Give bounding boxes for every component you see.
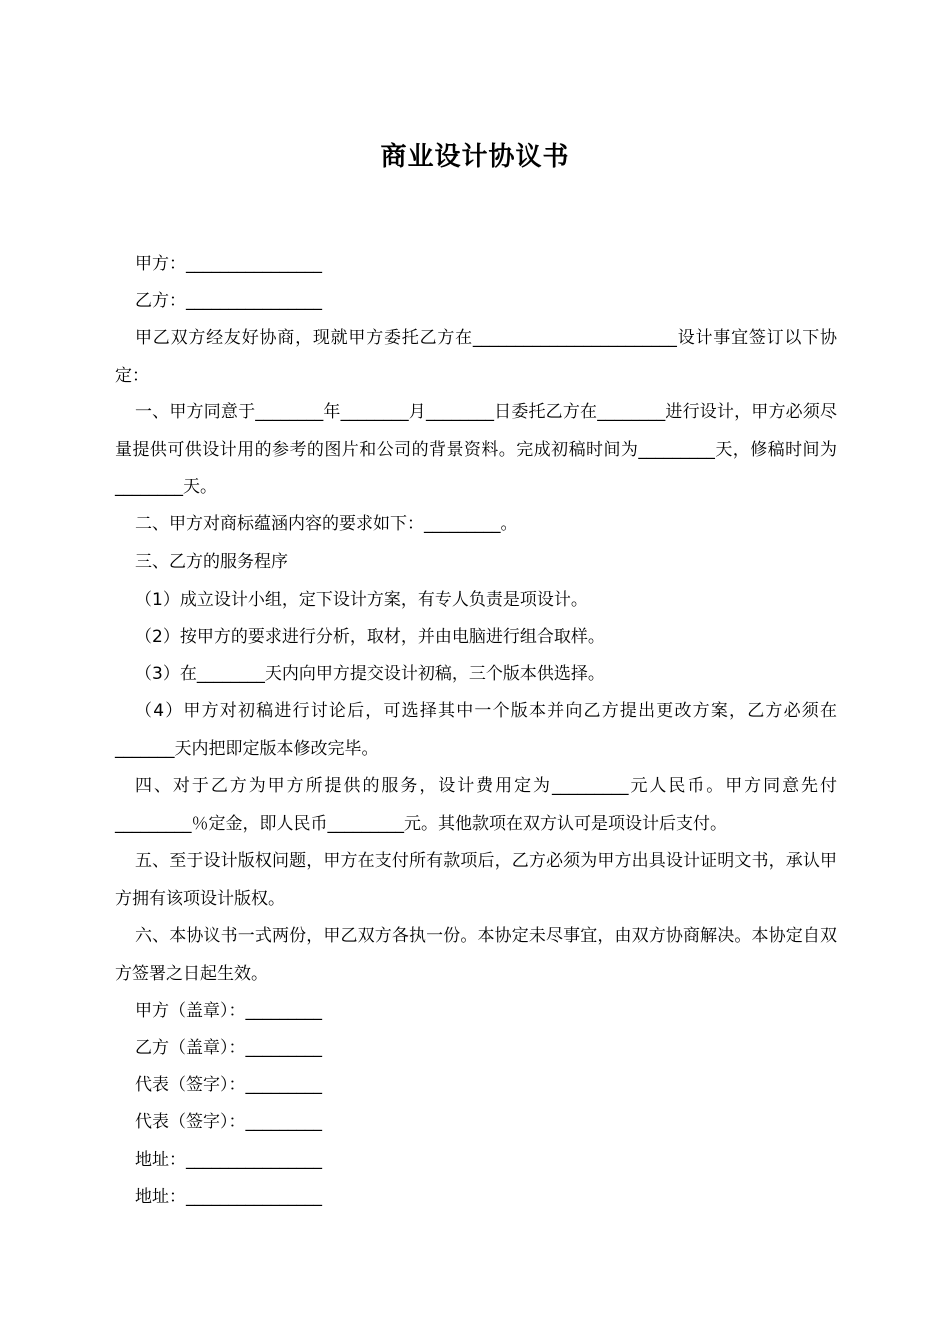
party-b-line: 乙方：________________ xyxy=(135,291,322,311)
address-a: 地址：________________ xyxy=(135,1150,322,1170)
representative-a: 代表（签字）：_________ xyxy=(135,1075,322,1095)
address-b: 地址：________________ xyxy=(135,1187,322,1207)
procedure-item-2: （2）按甲方的要求进行分析，取材，并由电脑进行组合取样。 xyxy=(135,627,605,647)
procedure-item-1: （1）成立设计小组，定下设计方案，有专人负责是项设计。 xyxy=(135,590,588,610)
intro-paragraph: 甲乙双方经友好协商，现就甲方委托乙方在________________________设计事宜签订以下协定： xyxy=(115,328,837,386)
document-title: 商业设计协议书 xyxy=(380,142,570,172)
signature-party-b: 乙方（盖章）：_________ xyxy=(135,1038,322,1058)
clause-1-paragraph: 一、甲方同意于________年________月________日委托乙方在________进行设计，甲方必须尽量提供可供设计用的参考的图片和公司的背景资料。完成初稿时间为_________天，修稿时间为________天。 xyxy=(115,402,837,497)
clause-5-paragraph: 五、至于设计版权问题，甲方在支付所有款项后，乙方必须为甲方出具设计证明文书，承认甲方拥有该项设计版权。 xyxy=(115,851,837,909)
clause-6-paragraph: 六、本协议书一式两份，甲乙双方各执一份。本协定未尽事宜，由双方协商解决。本协定自双方签署之日起生效。 xyxy=(115,926,837,984)
representative-b: 代表（签字）：_________ xyxy=(135,1112,322,1132)
clause-2-paragraph: 二、甲方对商标蕴涵内容的要求如下：_________。 xyxy=(135,514,518,534)
procedure-item-3: （3）在________天内向甲方提交设计初稿，三个版本供选择。 xyxy=(135,664,605,684)
procedure-item-4: （4）甲方对初稿进行讨论后，可选择其中一个版本并向乙方提出更改方案，乙方必须在_______天内把即定版本修改完毕。 xyxy=(115,701,837,759)
signature-party-a: 甲方（盖章）：_________ xyxy=(135,1001,322,1021)
clause-3-heading: 三、乙方的服务程序 xyxy=(135,552,288,572)
clause-4-paragraph: 四、对于乙方为甲方所提供的服务，设计费用定为_________元人民币。甲方同意先付_________％定金，即人民币_________元。其他款项在双方认可是项设计后支付。 xyxy=(115,776,837,834)
party-a-line: 甲方：________________ xyxy=(135,254,322,274)
